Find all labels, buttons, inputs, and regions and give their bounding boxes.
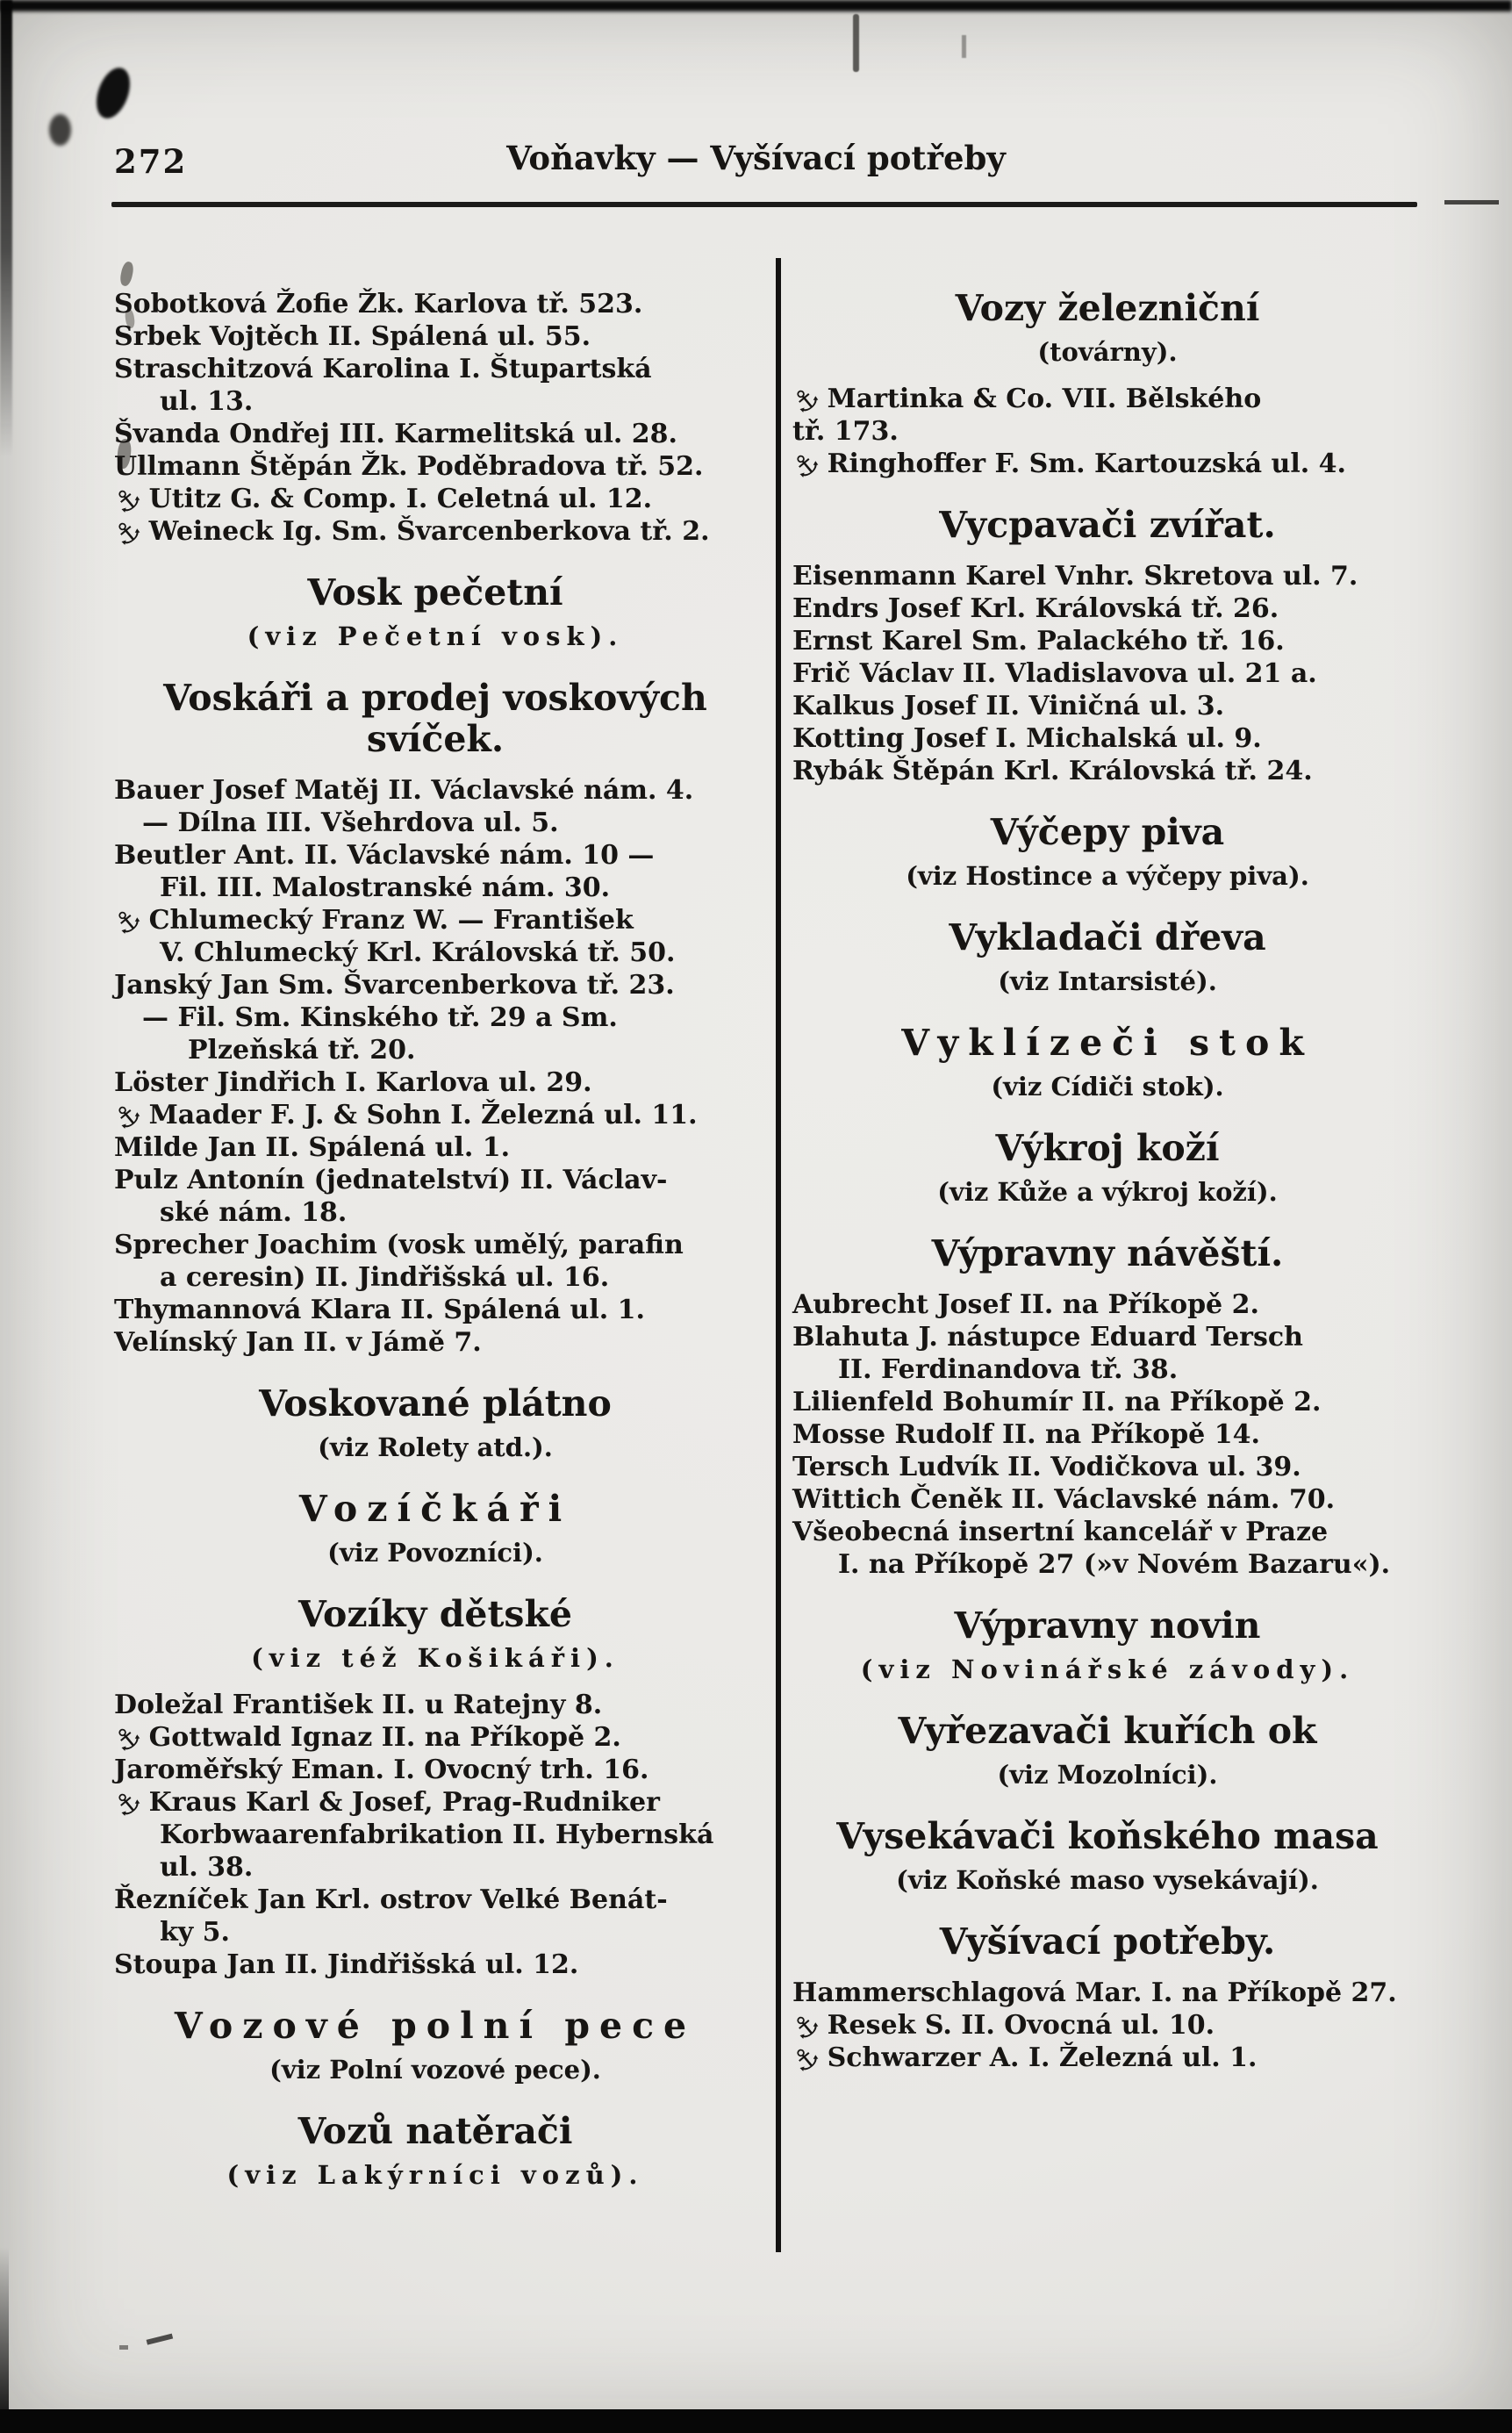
section-title: Vozíčkáři (298, 1488, 572, 1530)
section-subtitle: (viz Koňské maso vysekávají). (896, 1865, 1319, 1895)
entry-line: Löster Jindřich I. Karlova ul. 29. (114, 1067, 592, 1098)
entry-line: ky 5. (160, 1917, 230, 1948)
section-heading (114, 1594, 756, 1675)
entry-line: Pulz Antonín (jednatelství) II. Václav- (114, 1165, 668, 1195)
entry (114, 774, 756, 807)
entry (105, 900, 756, 969)
section-heading (792, 1605, 1422, 1686)
entry (784, 2005, 1422, 2048)
entry (792, 722, 1422, 755)
section-subtitle: (viz též Košikáři). (251, 1643, 620, 1673)
entry-line: Tersch Ludvík II. Vodičkova ul. 39. (792, 1452, 1301, 1482)
page-edge-top (0, 0, 1512, 11)
entry (114, 1066, 756, 1099)
entry (114, 1754, 756, 1786)
entry (784, 378, 1422, 448)
right-column (784, 263, 1422, 2083)
section-heading (792, 1023, 1422, 1103)
section-heading (792, 917, 1422, 998)
entry-line: Korbwaarenfabrikation II. Hybernská (160, 1819, 714, 1850)
section-title: Vycpavači zvířat. (939, 504, 1276, 546)
entry-line: Sobotková Žofie Žk. Karlova tř. 523. (114, 289, 643, 319)
section-title: Vozů natěrači (297, 2110, 573, 2152)
anchor-icon: ⚓ (784, 378, 827, 421)
scan-artifact-tick (962, 35, 966, 58)
section-heading (792, 505, 1422, 546)
entry-list (784, 1977, 1422, 2080)
entry (792, 1288, 1422, 1321)
anchor-icon: ⚓ (105, 1782, 148, 1825)
section-title: Vykladači dřeva (949, 916, 1266, 958)
entry-line: Milde Jan II. Spálená ul. 1. (114, 1132, 511, 1163)
entry (792, 1977, 1422, 2009)
entry (784, 2037, 1422, 2080)
entry-line: Mosse Rudolf II. na Příkopě 14. (792, 1419, 1260, 1450)
section-heading (114, 2111, 756, 2192)
entry-line: ul. 38. (160, 1852, 254, 1883)
entry-list (784, 378, 1422, 486)
entry-line: Ernst Karel Sm. Palackého tř. 16. (792, 626, 1285, 657)
entry-line: ské nám. 18. (160, 1197, 348, 1228)
entry (105, 1782, 756, 1884)
entry-line: Sprecher Joachim (vosk umělý, parafin (114, 1230, 684, 1260)
section-heading (114, 572, 756, 653)
entry-line: Resek S. II. Ovocná ul. 10. (827, 2010, 1215, 2041)
section-subtitle: (viz Lakýrníci vozů). (226, 2160, 644, 2190)
left-column (105, 263, 756, 2206)
section-subtitle: (viz Polní vozové pece). (269, 2055, 601, 2085)
anchor-icon: ⚓ (105, 478, 148, 521)
entry-line: ul. 13. (160, 386, 254, 417)
section-heading (792, 812, 1422, 893)
entry-line: Endrs Josef Krl. Královská tř. 26. (792, 593, 1279, 624)
section-heading (792, 1128, 1422, 1209)
scan-artifact-tick (853, 14, 859, 72)
section-heading (114, 1383, 756, 1464)
entry-list (792, 1288, 1422, 1581)
section-subtitle: (viz Hostince a výčepy piva). (906, 861, 1309, 891)
header-rule-segment (1444, 200, 1499, 205)
entry-line: Stoupa Jan II. Jindřišská ul. 12. (114, 1949, 579, 1980)
entry-line: Kalkus Josef II. Viničná ul. 3. (792, 691, 1225, 721)
section-title: Výčepy piva (990, 811, 1225, 853)
entry (114, 1229, 756, 1294)
entry-line: Frič Václav II. Vladislavova ul. 21 a. (792, 658, 1317, 689)
entry (792, 690, 1422, 722)
entry-line: Lilienfeld Bohumír II. na Příkopě 2. (792, 1387, 1322, 1417)
entry-line: — Fil. Sm. Kinského tř. 29 a Sm. (142, 1002, 618, 1033)
scan-artifact-mark (147, 2334, 176, 2353)
entry (114, 418, 756, 450)
entry-line: Eisenmann Karel Vnhr. Skretova ul. 7. (792, 561, 1358, 592)
entry-list (105, 1689, 756, 1981)
entry-line: Rybák Štěpán Krl. Královská tř. 24. (792, 756, 1313, 786)
entry (114, 969, 756, 1001)
entry-line: a ceresin) II. Jindřišská ul. 16. (160, 1262, 610, 1293)
section-subtitle: (viz Mozolníci). (997, 1760, 1218, 1790)
section-subtitle: (viz Pečetní vosk). (247, 621, 624, 651)
section-heading (114, 678, 756, 760)
entry (114, 353, 756, 418)
page-number: 272 (114, 142, 188, 181)
entry-line: Bauer Josef Matěj II. Václavské nám. 4. (114, 775, 694, 806)
scan-artifact-ink-blob (90, 63, 136, 123)
entry-line: Utitz G. & Comp. I. Celetná ul. 12. (148, 484, 653, 514)
page-header-title: Voňavky — Vyšívací potřeby (506, 139, 1006, 177)
entry-list (105, 288, 756, 554)
section-title: Výpravny novin (954, 1604, 1261, 1647)
entry (114, 1326, 756, 1359)
entry (792, 657, 1422, 690)
entry (784, 443, 1422, 486)
entry-line: Jaroměřský Eman. I. Ovocný trh. 16. (114, 1755, 649, 1785)
entry-line: Řezníček Jan Krl. ostrov Velké Benát- (114, 1884, 668, 1915)
section-subtitle: (továrny). (1037, 337, 1178, 367)
entry (114, 288, 756, 320)
section-title: Výpravny návěští. (931, 1232, 1284, 1274)
entry (792, 1483, 1422, 1516)
section-title: Voskované plátno (259, 1382, 612, 1425)
anchor-icon: ⚓ (105, 1717, 148, 1760)
entry (114, 320, 756, 353)
section-heading (792, 1233, 1422, 1274)
entry (105, 1717, 756, 1760)
entry (114, 1294, 756, 1326)
header-rule (111, 202, 1417, 207)
entry-line: V. Chlumecký Krl. Královská tř. 50. (160, 937, 676, 968)
page-edge-bottom (0, 2409, 1512, 2433)
entry-line: Doležal František II. u Ratejny 8. (114, 1690, 603, 1720)
entry-line: Beutler Ant. II. Václavské nám. 10 — (114, 840, 655, 871)
section-heading (792, 1711, 1422, 1791)
entry (114, 839, 756, 904)
entry-line: Ullmann Štěpán Žk. Poděbradova tř. 52. (114, 451, 704, 482)
entry-line: Kotting Josef I. Michalská ul. 9. (792, 723, 1262, 754)
section-heading (792, 1921, 1422, 1963)
entry-line: Kraus Karl & Josef, Prag-Rudniker (148, 1787, 660, 1818)
entry-line: Plzeňská tř. 20. (188, 1035, 416, 1066)
section-title: Voskáři a prodej voskových svíček. (163, 677, 707, 760)
entry-line: Schwarzer A. I. Železná ul. 1. (827, 2042, 1258, 2073)
page-edge-left (0, 0, 12, 456)
column-divider (776, 258, 781, 2252)
entry-line: tř. 173. (792, 416, 899, 447)
entry-line: Aubrecht Josef II. na Příkopě 2. (792, 1289, 1259, 1320)
entry-line: Thymannová Klara II. Spálená ul. 1. (114, 1295, 645, 1325)
entry (114, 1949, 756, 1981)
section-title: Vozíky dětské (297, 1593, 573, 1635)
section-heading (792, 288, 1422, 369)
entry-line: Velínský Jan II. v Jámě 7. (114, 1327, 482, 1358)
entry (792, 592, 1422, 625)
entry (105, 1094, 756, 1138)
entry-line: Chlumecký Franz W. — František (148, 905, 634, 936)
entry (792, 625, 1422, 657)
entry (114, 450, 756, 483)
anchor-icon: ⚓ (784, 2005, 827, 2048)
entry (792, 1386, 1422, 1418)
entry (792, 755, 1422, 787)
entry-line: II. Ferdinandova tř. 38. (838, 1354, 1179, 1385)
anchor-icon: ⚓ (105, 1094, 148, 1138)
entry (114, 1689, 756, 1721)
section-heading (114, 1489, 756, 1569)
entry-line: Srbek Vojtěch II. Spálená ul. 55. (114, 321, 591, 352)
entry (114, 1131, 756, 1164)
entry-line: Švanda Ondřej III. Karmelitská ul. 28. (114, 419, 677, 449)
entry-line: Ringhoffer F. Sm. Kartouzská ul. 4. (827, 449, 1346, 479)
entry (792, 1321, 1422, 1386)
section-title: Vyšívací potřeby. (939, 1920, 1276, 1963)
section-heading (114, 2006, 756, 2086)
entry-line: Gottwald Ignaz II. na Příkopě 2. (148, 1722, 621, 1753)
entry-line: Martinka & Co. VII. Bělského (827, 384, 1262, 414)
section-subtitle: (viz Intarsisté). (998, 966, 1217, 996)
entry-line: Weineck Ig. Sm. Švarcenberkova tř. 2. (148, 516, 710, 547)
section-title: Výkroj koží (995, 1127, 1220, 1169)
entry-line: — Dílna III. Všehrdova ul. 5. (142, 807, 559, 838)
section-title: Vozy železniční (955, 287, 1260, 329)
entry (792, 1418, 1422, 1451)
entry-line: Hammerschlagová Mar. I. na Příkopě 27. (792, 1977, 1397, 2008)
entry-line: Wittich Čeněk II. Václavské nám. 70. (792, 1484, 1336, 1515)
section-title: Vyklízeči stok (901, 1022, 1314, 1064)
anchor-icon: ⚓ (784, 2037, 827, 2080)
entry (114, 1001, 756, 1066)
entry-list (792, 560, 1422, 787)
entry (114, 1164, 756, 1229)
section-title: Vozové polní pece (174, 2005, 697, 2047)
entry (114, 807, 756, 839)
section-subtitle: (viz Cídiči stok). (991, 1072, 1224, 1102)
entry-list (105, 774, 756, 1359)
anchor-icon: ⚓ (784, 443, 827, 486)
section-subtitle: (viz Rolety atd.). (318, 1432, 553, 1462)
entry (792, 560, 1422, 592)
entry-line: Maader F. J. & Sohn I. Železná ul. 11. (148, 1100, 698, 1130)
entry-line: Straschitzová Karolina I. Štupartská (114, 354, 652, 384)
entry-line: Janský Jan Sm. Švarcenberkova tř. 23. (114, 970, 675, 1001)
page-edge-bottom-left (0, 2247, 9, 2433)
entry (114, 1884, 756, 1949)
entry-line: Všeobecná insertní kancelář v Praze (792, 1517, 1329, 1547)
section-subtitle: (viz Povozníci). (327, 1538, 543, 1568)
entry (792, 1451, 1422, 1483)
entry (105, 478, 756, 521)
entry-line: Blahuta J. nástupce Eduard Tersch (792, 1322, 1303, 1353)
entry-line: Fil. III. Malostranské nám. 30. (160, 872, 611, 903)
section-title: Vosk pečetní (307, 571, 563, 614)
section-title: Vysekávači koňského masa (836, 1815, 1379, 1857)
section-subtitle: (viz Novinářské závody). (860, 1654, 1355, 1684)
anchor-icon: ⚓ (105, 900, 148, 943)
anchor-icon: ⚓ (105, 511, 148, 554)
scan-artifact-mark (119, 2345, 128, 2350)
entry-line: I. na Příkopě 27 (»v Novém Bazaru«). (838, 1549, 1391, 1580)
section-heading (792, 1816, 1422, 1897)
section-title: Vyřezavači kuřích ok (898, 1710, 1317, 1752)
section-subtitle: (viz Kůže a výkroj koží). (937, 1177, 1278, 1207)
entry (105, 511, 756, 554)
entry (792, 1516, 1422, 1581)
